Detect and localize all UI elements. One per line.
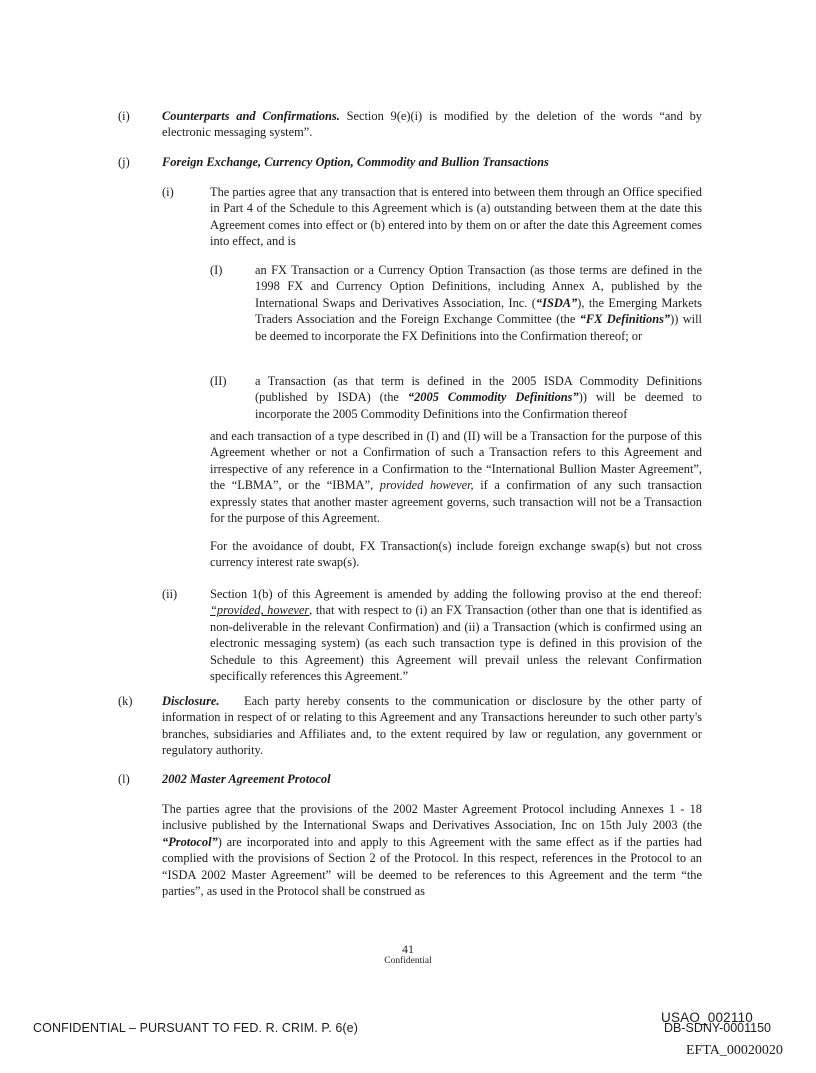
section-j-closing-paragraph (210, 428, 702, 526)
section-i-label: (i) (118, 109, 130, 123)
avoidance-paragraph: For the avoidance of doubt, FX Transaction(s) include foreign exchange swap(s) but not cross currency interest rate swap(s). (210, 539, 702, 570)
closing-text-2: if a confirmation of any such transaction expressly states that another master agreement governs, such transaction will not be a Transaction for the purpose of this Agreement. (210, 478, 702, 526)
confidential-grand-jury-stamp: CONFIDENTIAL – PURSUANT TO FED. R. CRIM. P. 6(e) (33, 1021, 358, 1035)
term-isda: “ISDA” (535, 295, 578, 310)
section-k-text: Each party hereby consents to the communication or disclosure by the other party of information in respect of or relating to this Agreement and any Transactions hereunder to such other party's branches, subsidiaries and Affiliates and, to the extent required by law or regulation, any government or regulatory authority. (162, 694, 702, 758)
section-i-heading: Counterparts and Confirmations. (162, 109, 340, 123)
section-k-heading: Disclosure. (162, 694, 220, 708)
item-I-text-1: an FX Transaction or a Currency Option Transaction (as those terms are defined in the 1998 FX and Currency Option Definitions, including Annex A, published by the International Swaps and Derivatives Association, Inc. ( (255, 263, 702, 310)
section-j-heading: Foreign Exchange, Currency Option, Commodity and Bullion Transactions (162, 155, 549, 169)
sub-ii-text-2: , that with respect to (i) an FX Transaction (other than one that is identified as non-deliverable in the relevant Confirmation) and (ii) a Transaction (which is confirmed using an electronic messaging system) (as each such transaction type is defined in this provision of the Schedule to this Agreement) this Agreement will prevail unless the relevant Confirmation specifically references this Agreement.” (210, 603, 703, 684)
item-II-text-1: a Transaction (as that term is defined in the 2005 ISDA Commodity Definitions (published by ISDA) (the (255, 374, 702, 405)
section-j-sub-ii-paragraph (210, 586, 702, 684)
section-l-text-2: ) are incorporated into and apply to this Agreement with the same effect as if the parties had complied with the provisions of Section 2 of the Protocol. In this respect, references in the Protocol to an “ISDA 2002 Master Agreement” will be deemed to be references to this Agreement and the term “the parties”, as used in the Protocol shall be construed as (162, 834, 702, 899)
item-II-text-2: )) will be deemed to incorporate the 2005 Commodity Definitions into the Confirmation thereof (255, 390, 702, 421)
item-I-paragraph (255, 262, 702, 344)
section-j-sub-i-text: The parties agree that any transaction that is entered into between them through an Office specified in Part 4 of the Schedule to this Agreement which is (a) outstanding between them at the date this Agreement comes into effect or (b) entered into by them on or after the date this Agreement comes into effect, and is (210, 185, 702, 249)
term-fx-definitions: “FX Definitions” (579, 312, 671, 327)
db-sdny-bates-stamp: DB-SDNY-0001150 (664, 1021, 772, 1035)
closing-text-1: and each transaction of a type described in (I) and (II) will be a Transaction for the purpose of this Agreement whether or not a Confirmation of such a Transaction refers to this Agreement and irrespective of any reference in a Confirmation to the “International Bullion Master Agreement”, the “LBMA”, or the “IBMA”, (210, 429, 702, 493)
closing-proviso: provided however, (379, 478, 474, 493)
item-I-text-3: )) will be deemed to incorporate the FX Definitions into the Confirmation thereof; or (255, 312, 702, 343)
page-number: 41 (402, 942, 414, 956)
section-j-sub-ii-label: (ii) (162, 587, 178, 601)
usao-bates-stamp: USAO_002110 (661, 1010, 754, 1025)
confidential-footer: Confidential (384, 956, 432, 966)
section-l-heading: 2002 Master Agreement Protocol (162, 772, 331, 786)
term-2005-commodity-definitions: “2005 Commodity Definitions” (407, 390, 579, 405)
section-l-label: (l) (118, 772, 130, 786)
section-l-paragraph (162, 801, 702, 899)
efta-bates-stamp: EFTA_00020020 (686, 1043, 783, 1058)
item-II-paragraph (255, 373, 702, 422)
sub-ii-proviso: “provided, however (210, 603, 310, 618)
sub-ii-text-1: Section 1(b) of this Agreement is amended by adding the following proviso at the end thereof: (210, 587, 702, 601)
term-protocol: “Protocol” (162, 834, 218, 849)
item-II-label: (II) (210, 374, 227, 388)
item-I-label: (I) (210, 263, 223, 277)
item-I-text-2: ), the Emerging Markets Traders Association and the Foreign Exchange Committee (the (255, 295, 702, 327)
section-i-text: Section 9(e)(i) is modified by the deletion of the words “and by electronic messaging system”. (162, 109, 702, 140)
section-i-paragraph (162, 108, 702, 141)
section-j-label: (j) (118, 155, 130, 169)
section-j-sub-i-label: (i) (162, 185, 174, 199)
section-l-text-1: The parties agree that the provisions of the 2002 Master Agreement Protocol including Annexes 1 - 18 inclusive published by the International Swaps and Derivatives Association, Inc on 15th July 2003 (the (162, 802, 702, 833)
section-k-label: (k) (118, 694, 133, 708)
